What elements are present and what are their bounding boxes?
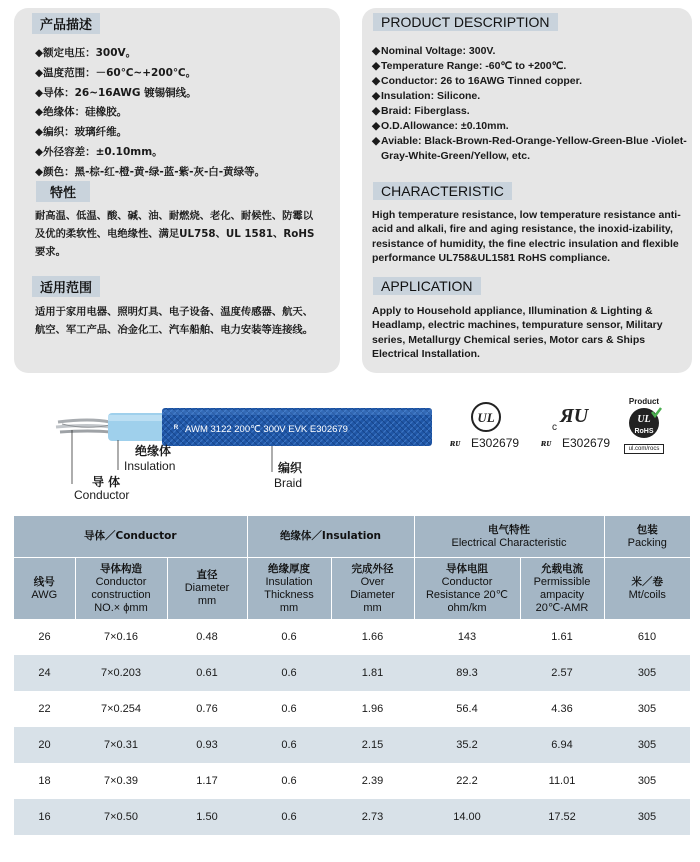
group-header-packing: 包装 Packing [604, 516, 690, 558]
list-item: ◆ O.D.Allowance: ±0.10mm. [372, 120, 509, 132]
cell-diameter: 0.48 [196, 631, 218, 643]
list-item: ◆颜色：黑-棕-红-橙-黄-绿-蓝-紫-灰-白-黄绿等。 [35, 165, 266, 178]
cn-desc-title: 产品描述 [32, 13, 100, 34]
cell-over-diameter: 2.39 [361, 775, 384, 787]
ur-recognized-icon [450, 436, 466, 448]
cell-awg: 24 [14, 655, 75, 691]
cell-ampacity: 4.36 [551, 703, 573, 715]
cn-app-text: 适用于家用电器、照明灯具、电子设备、温度传感器、航天、航空、军工产品、冶金化工、汽车船舶、电力安装等连接线。 [35, 306, 314, 336]
cell-construction: 7×0.50 [75, 799, 167, 835]
ur-recognized-icon-2 [541, 436, 557, 448]
insulation-label-en: Insulation [124, 459, 176, 473]
cell-insulation-thickness: 0.6 [247, 655, 331, 691]
cell-insulation-thickness: 0.6 [247, 727, 331, 763]
col-header-resistance: 导体电阻 Conductor Resistance 20℃ ohm/km [414, 558, 520, 620]
cell-diameter: 0.76 [196, 703, 218, 715]
cell-packing: 305 [604, 655, 690, 691]
group-header-conductor: 导体／Conductor [14, 516, 247, 558]
col-header-awg: 线号 AWG [14, 558, 75, 620]
group-header-electrical: 电气特性 Electrical Characteristic [414, 516, 604, 558]
cell-resistance: 14.00 [414, 799, 520, 835]
cell-ampacity: 1.61 [551, 631, 573, 643]
cell-construction: 7×0.31 [75, 727, 167, 763]
braid-label-en: Braid [274, 476, 303, 490]
cell-over-diameter: 1.96 [361, 703, 384, 715]
cable-print-text: AWM 3122 200℃ 300V EVK E302679 [185, 424, 348, 435]
en-char-title: CHARACTERISTIC [373, 182, 512, 200]
spec-table [14, 516, 690, 835]
svg-text:ᴿ: ᴿ [174, 423, 179, 433]
cell-packing: 305 [604, 727, 690, 763]
table-row [14, 727, 690, 763]
list-item: ◆额定电压：300V。 [35, 47, 137, 59]
cell-construction: 7×0.39 [104, 775, 138, 787]
table-row [14, 799, 690, 835]
col-header-construction: 导体构造 Conductor construction NO.× ϕmm [75, 558, 167, 620]
svg-text:UL: UL [477, 410, 495, 425]
conductor-strands [56, 420, 110, 432]
cell-packing: 305 [637, 775, 657, 787]
en-desc-list [372, 44, 690, 164]
braid-label-cn: 编织 [278, 461, 303, 475]
cell-diameter: 1.17 [196, 775, 218, 787]
cell-awg: 18 [38, 775, 51, 787]
cell-resistance: 35.2 [414, 727, 520, 763]
svg-text:c: c [552, 422, 557, 432]
cell-insulation-thickness: 0.6 [281, 775, 297, 787]
cell-over-diameter: 2.73 [331, 799, 414, 835]
col-header-insulation-thickness: 绝缘厚度 Insulation Thickness mm [247, 558, 331, 620]
list-item: ◆ Braid: Fiberglass. [372, 105, 470, 117]
cell-diameter: 1.50 [167, 799, 247, 835]
list-item: ◆ Temperature Range: -60℃ to +200℃. [372, 60, 567, 72]
cell-over-diameter: 2.15 [331, 727, 414, 763]
en-app-title: APPLICATION [373, 277, 481, 295]
cell-awg: 16 [14, 799, 75, 835]
list-item: ◆绝缘体：硅橡胶。 [35, 106, 128, 119]
en-desc-title: PRODUCT DESCRIPTION [373, 13, 558, 31]
cell-construction: 7×0.203 [75, 655, 167, 691]
list-item: ◆ Nominal Voltage: 300V. [372, 45, 496, 57]
insulation-label-cn: 绝缘体 [135, 444, 172, 458]
cell-ampacity: 2.57 [520, 655, 604, 691]
list-item: ◆ Conductor: 26 to 16AWG Tinned copper. [372, 75, 583, 87]
col-header-diameter: 直径 Diameter mm [167, 558, 247, 620]
conductor-label-cn: 导 体 [92, 475, 121, 489]
cell-packing: 305 [604, 799, 690, 835]
en-app-text: Apply to Household appliance, Illumination & Lighting & Headlamp, electric machines, tempurature sensor, Military series, Metallurgy Chemical series, Motor cars & Ships Electrical Installation. [372, 305, 663, 360]
cell-awg: 22 [38, 703, 51, 715]
cell-insulation-thickness: 0.6 [281, 631, 297, 643]
cell-resistance: 56.4 [456, 703, 478, 715]
svg-text:ʀᴜ: ʀᴜ [450, 437, 461, 448]
cn-char-text: 耐高温、低温、酸、碱、油、耐燃烧、老化、耐候性、防霉以及优的柔软性、电绝缘性、满足UL758、UL 1581、RoHS要求。 [35, 210, 315, 258]
col-header-packing: 米／卷 Mt/coils [604, 558, 690, 620]
list-item: ◆编织：玻璃纤维。 [35, 126, 128, 139]
rohs-top-text: Product [628, 397, 660, 406]
cell-over-diameter: 1.66 [361, 631, 384, 643]
cn-desc-list [35, 44, 265, 183]
cell-resistance: 89.3 [414, 655, 520, 691]
list-item: ◆导体：26~16AWG 镀锡铜线。 [35, 86, 197, 99]
svg-text:UL: UL [637, 414, 651, 425]
cell-resistance: 22.2 [456, 775, 478, 787]
group-header-insulation: 绝缘体／Insulation [247, 516, 414, 558]
cell-ampacity: 6.94 [520, 727, 604, 763]
cn-app-title: 适用范围 [32, 276, 100, 297]
cell-resistance: 143 [457, 631, 477, 643]
cell-packing: 305 [637, 703, 657, 715]
svg-text:RoHS: RoHS [634, 428, 654, 435]
table-row [14, 691, 690, 727]
table-row [14, 619, 690, 655]
table-row [14, 655, 690, 691]
list-item: ◆ Aviable: Black-Brown-Red-Orange-Yellow-Green-Blue -Violet-Gray-White-Green/Yellow, etc. [372, 135, 687, 162]
ul-listed-icon [470, 401, 502, 433]
ul-file-number: E302679 [471, 436, 520, 450]
list-item: ◆温度范围：－60℃~+200℃。 [35, 66, 197, 79]
conductor-label-en: Conductor [74, 488, 130, 502]
list-item: ◆外径容差：±0.10mm。 [35, 145, 163, 158]
ul-rohs-icon [624, 406, 664, 440]
cell-insulation-thickness: 0.6 [247, 799, 331, 835]
cell-insulation-thickness: 0.6 [281, 703, 297, 715]
cell-ampacity: 11.01 [548, 775, 576, 787]
cul-file-number: E302679 [562, 436, 611, 450]
cell-construction: 7×0.16 [104, 631, 138, 643]
cell-awg: 20 [14, 727, 75, 763]
rohs-url: ul.com/rocs [624, 444, 664, 454]
col-header-ampacity: 允载电流 Permissible ampacity 20℃-AMR [520, 558, 604, 620]
cul-recognized-icon [552, 402, 594, 432]
cell-construction: 7×0.254 [100, 703, 142, 715]
cell-over-diameter: 1.81 [331, 655, 414, 691]
rohs-badge [624, 397, 664, 453]
col-header-over-diameter: 完成外径 Over Diameter mm [331, 558, 414, 620]
en-char-text: High temperature resistance, low temperature resistance anti-acid and alkali, fire and aging resistance, the inoxid-izability, resistance of humidity, the fine electric insulation and flexible performance UL758&UL1581 RoHS compliance. [372, 209, 681, 264]
table-row [14, 763, 690, 799]
cell-awg: 26 [38, 631, 51, 643]
list-item: ◆ Insulation: Silicone. [372, 90, 481, 102]
cell-diameter: 0.93 [167, 727, 247, 763]
cell-diameter: 0.61 [167, 655, 247, 691]
cell-packing: 610 [637, 631, 657, 643]
svg-text:ЯU: ЯU [560, 405, 589, 427]
cell-ampacity: 17.52 [520, 799, 604, 835]
cn-char-title: 特性 [36, 181, 90, 202]
svg-text:ʀᴜ: ʀᴜ [541, 437, 552, 448]
